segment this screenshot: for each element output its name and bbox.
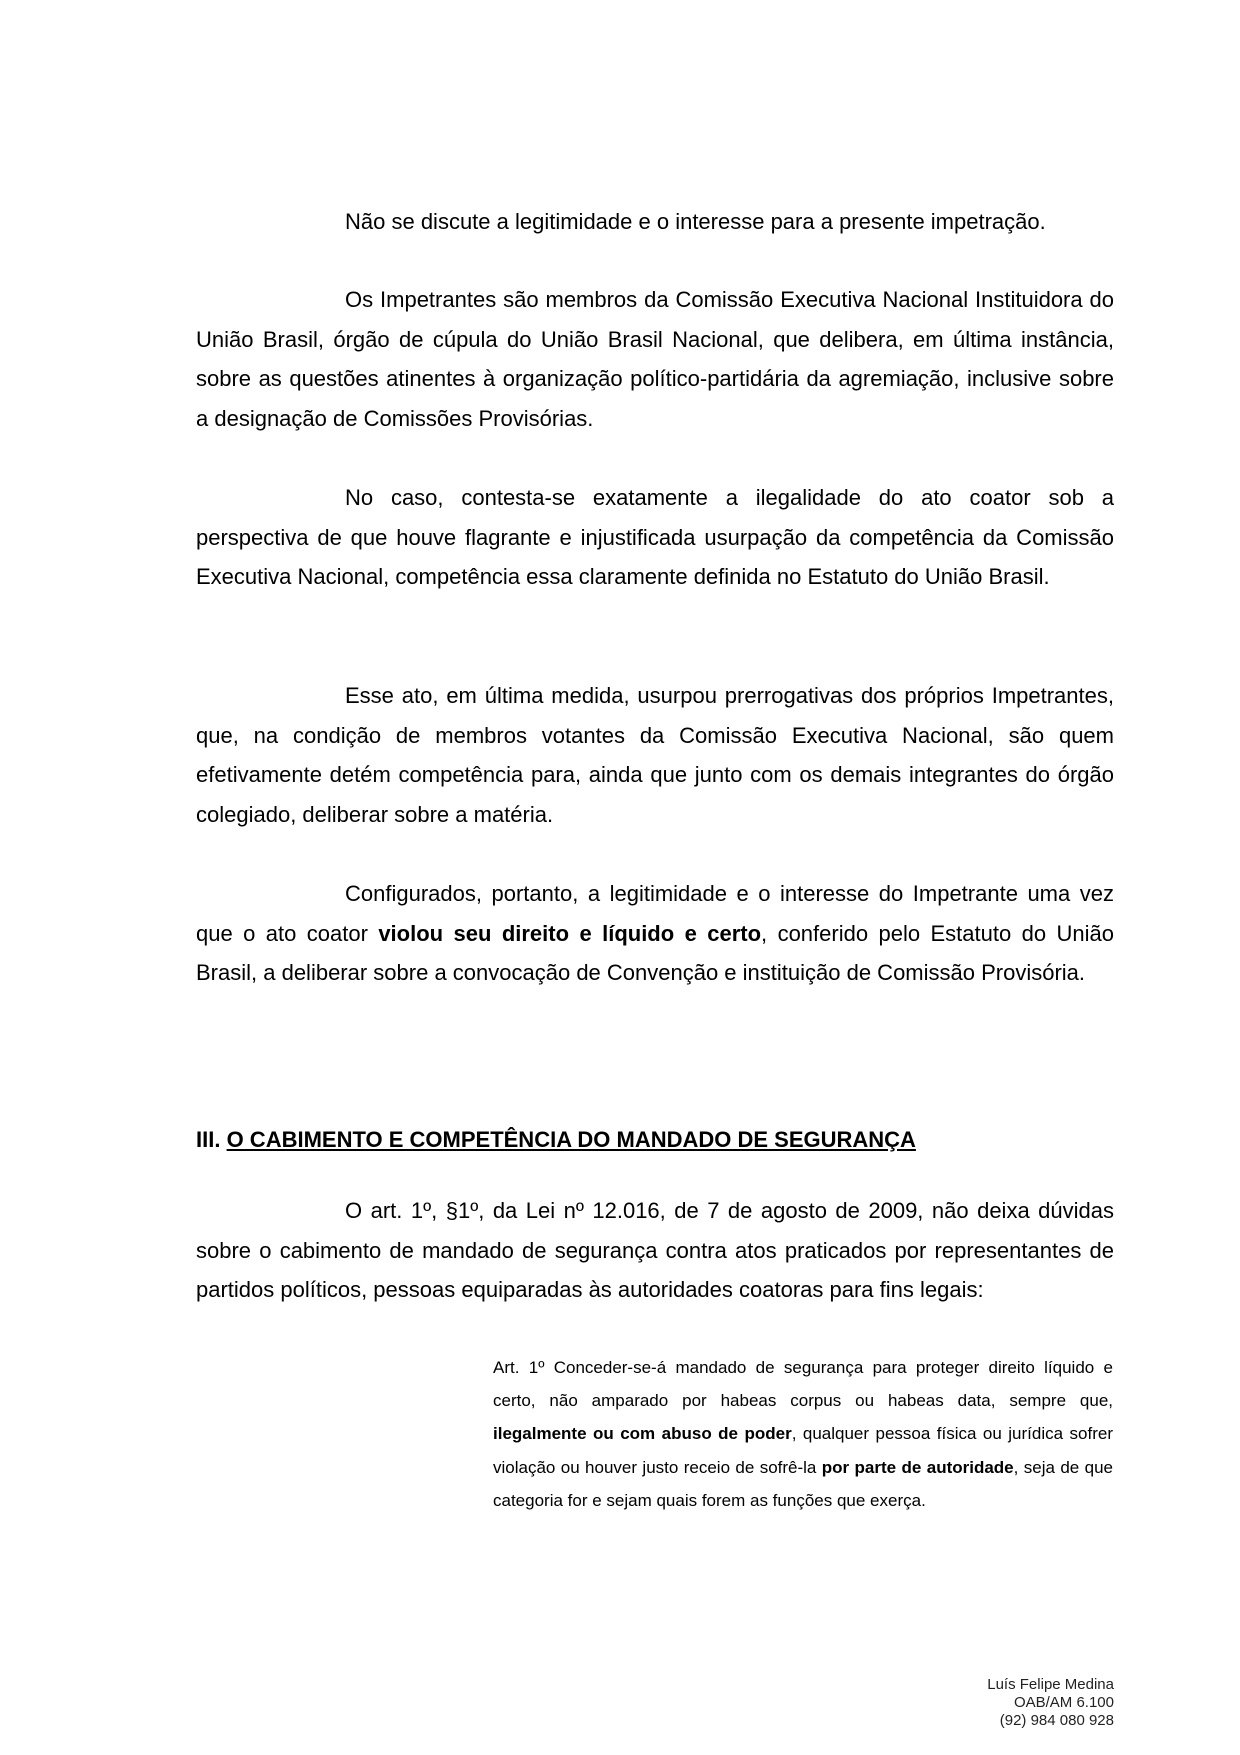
paragraph-art-1 — [196, 1191, 1114, 1310]
paragraph-impetrantes — [196, 280, 1114, 438]
footer-phone: (92) 984 080 928 — [999, 1712, 1114, 1729]
section-number: III. — [196, 1127, 221, 1152]
quote-text-1: Art. 1º Conceder-se-á mandado de segurança para proteger direito líquido e certo, não amparado por habeas corpus ou habeas data, sempre que, — [493, 1358, 1113, 1411]
paragraph-text: Não se discute a legitimidade e o interesse para a presente impetração. — [345, 209, 1046, 234]
section-title: O CABIMENTO E COMPETÊNCIA DO MANDADO DE SEGURANÇA — [226, 1127, 916, 1152]
quote-text-3: , seja de que categoria for e sejam quais forem as funções que exerça. — [493, 1457, 1113, 1510]
quote-bold-2: por parte de autoridade — [821, 1457, 1014, 1477]
paragraph-bold-phrase: violou seu direito e líquido e certo — [378, 920, 762, 946]
quote-bold-1: ilegalmente ou com abuso de poder — [493, 1424, 792, 1444]
paragraph-text-after: , conferido pelo Estatuto do União Brasil, a deliberar sobre a convocação de Convenção e instituição de Comissão Provisória. — [196, 920, 1114, 986]
paragraph-text: O art. 1º, §1º, da Lei nº 12.016, de 7 de agosto de 2009, não deixa dúvidas sobre o cabimento de mandado de segurança contra atos praticados por representantes de partidos políticos, pessoas equiparadas às autoridades coatoras para fins legais: — [196, 1198, 1114, 1303]
footer-name: Luís Felipe Medina — [987, 1676, 1114, 1693]
footer-oab: OAB/AM 6.100 — [1013, 1694, 1114, 1711]
paragraph-text: No caso, contesta-se exatamente a ilegalidade do ato coator sob a perspectiva de que houve flagrante e injustificada usurpação da competência da Comissão Executiva Nacional, competência essa claramente definida no Estatuto do União Brasil. — [196, 485, 1114, 590]
paragraph-configurados — [196, 874, 1114, 993]
footer-signature — [987, 1676, 1114, 1730]
paragraph-legitimidade — [196, 202, 1114, 242]
paragraph-text: Os Impetrantes são membros da Comissão Executiva Nacional Instituidora do União Brasil, órgão de cúpula do União Brasil Nacional, que delibera, em última instância, sobre as questões atinentes à organização político-partidária da agremiação, inclusive sobre a designação de Comissões Provisórias. — [196, 287, 1114, 431]
paragraph-esse-ato — [196, 676, 1114, 834]
paragraph-no-caso — [196, 478, 1114, 597]
paragraph-text: Esse ato, em última medida, usurpou prerrogativas dos próprios Impetrantes, que, na condição de membros votantes da Comissão Executiva Nacional, são quem efetivamente detém competência para, ainda que junto com os demais integrantes do órgão colegiado, deliberar sobre a matéria. — [196, 683, 1114, 827]
section-heading — [196, 1125, 916, 1155]
legal-quote — [493, 1351, 1113, 1517]
quote-text-2: , qualquer pessoa física ou jurídica sofrer violação ou houver justo receio de sofrê-la — [493, 1424, 1113, 1477]
paragraph-text-before: Configurados, portanto, a legitimidade e o interesse do Impetrante uma vez que o ato coator — [196, 881, 1114, 946]
